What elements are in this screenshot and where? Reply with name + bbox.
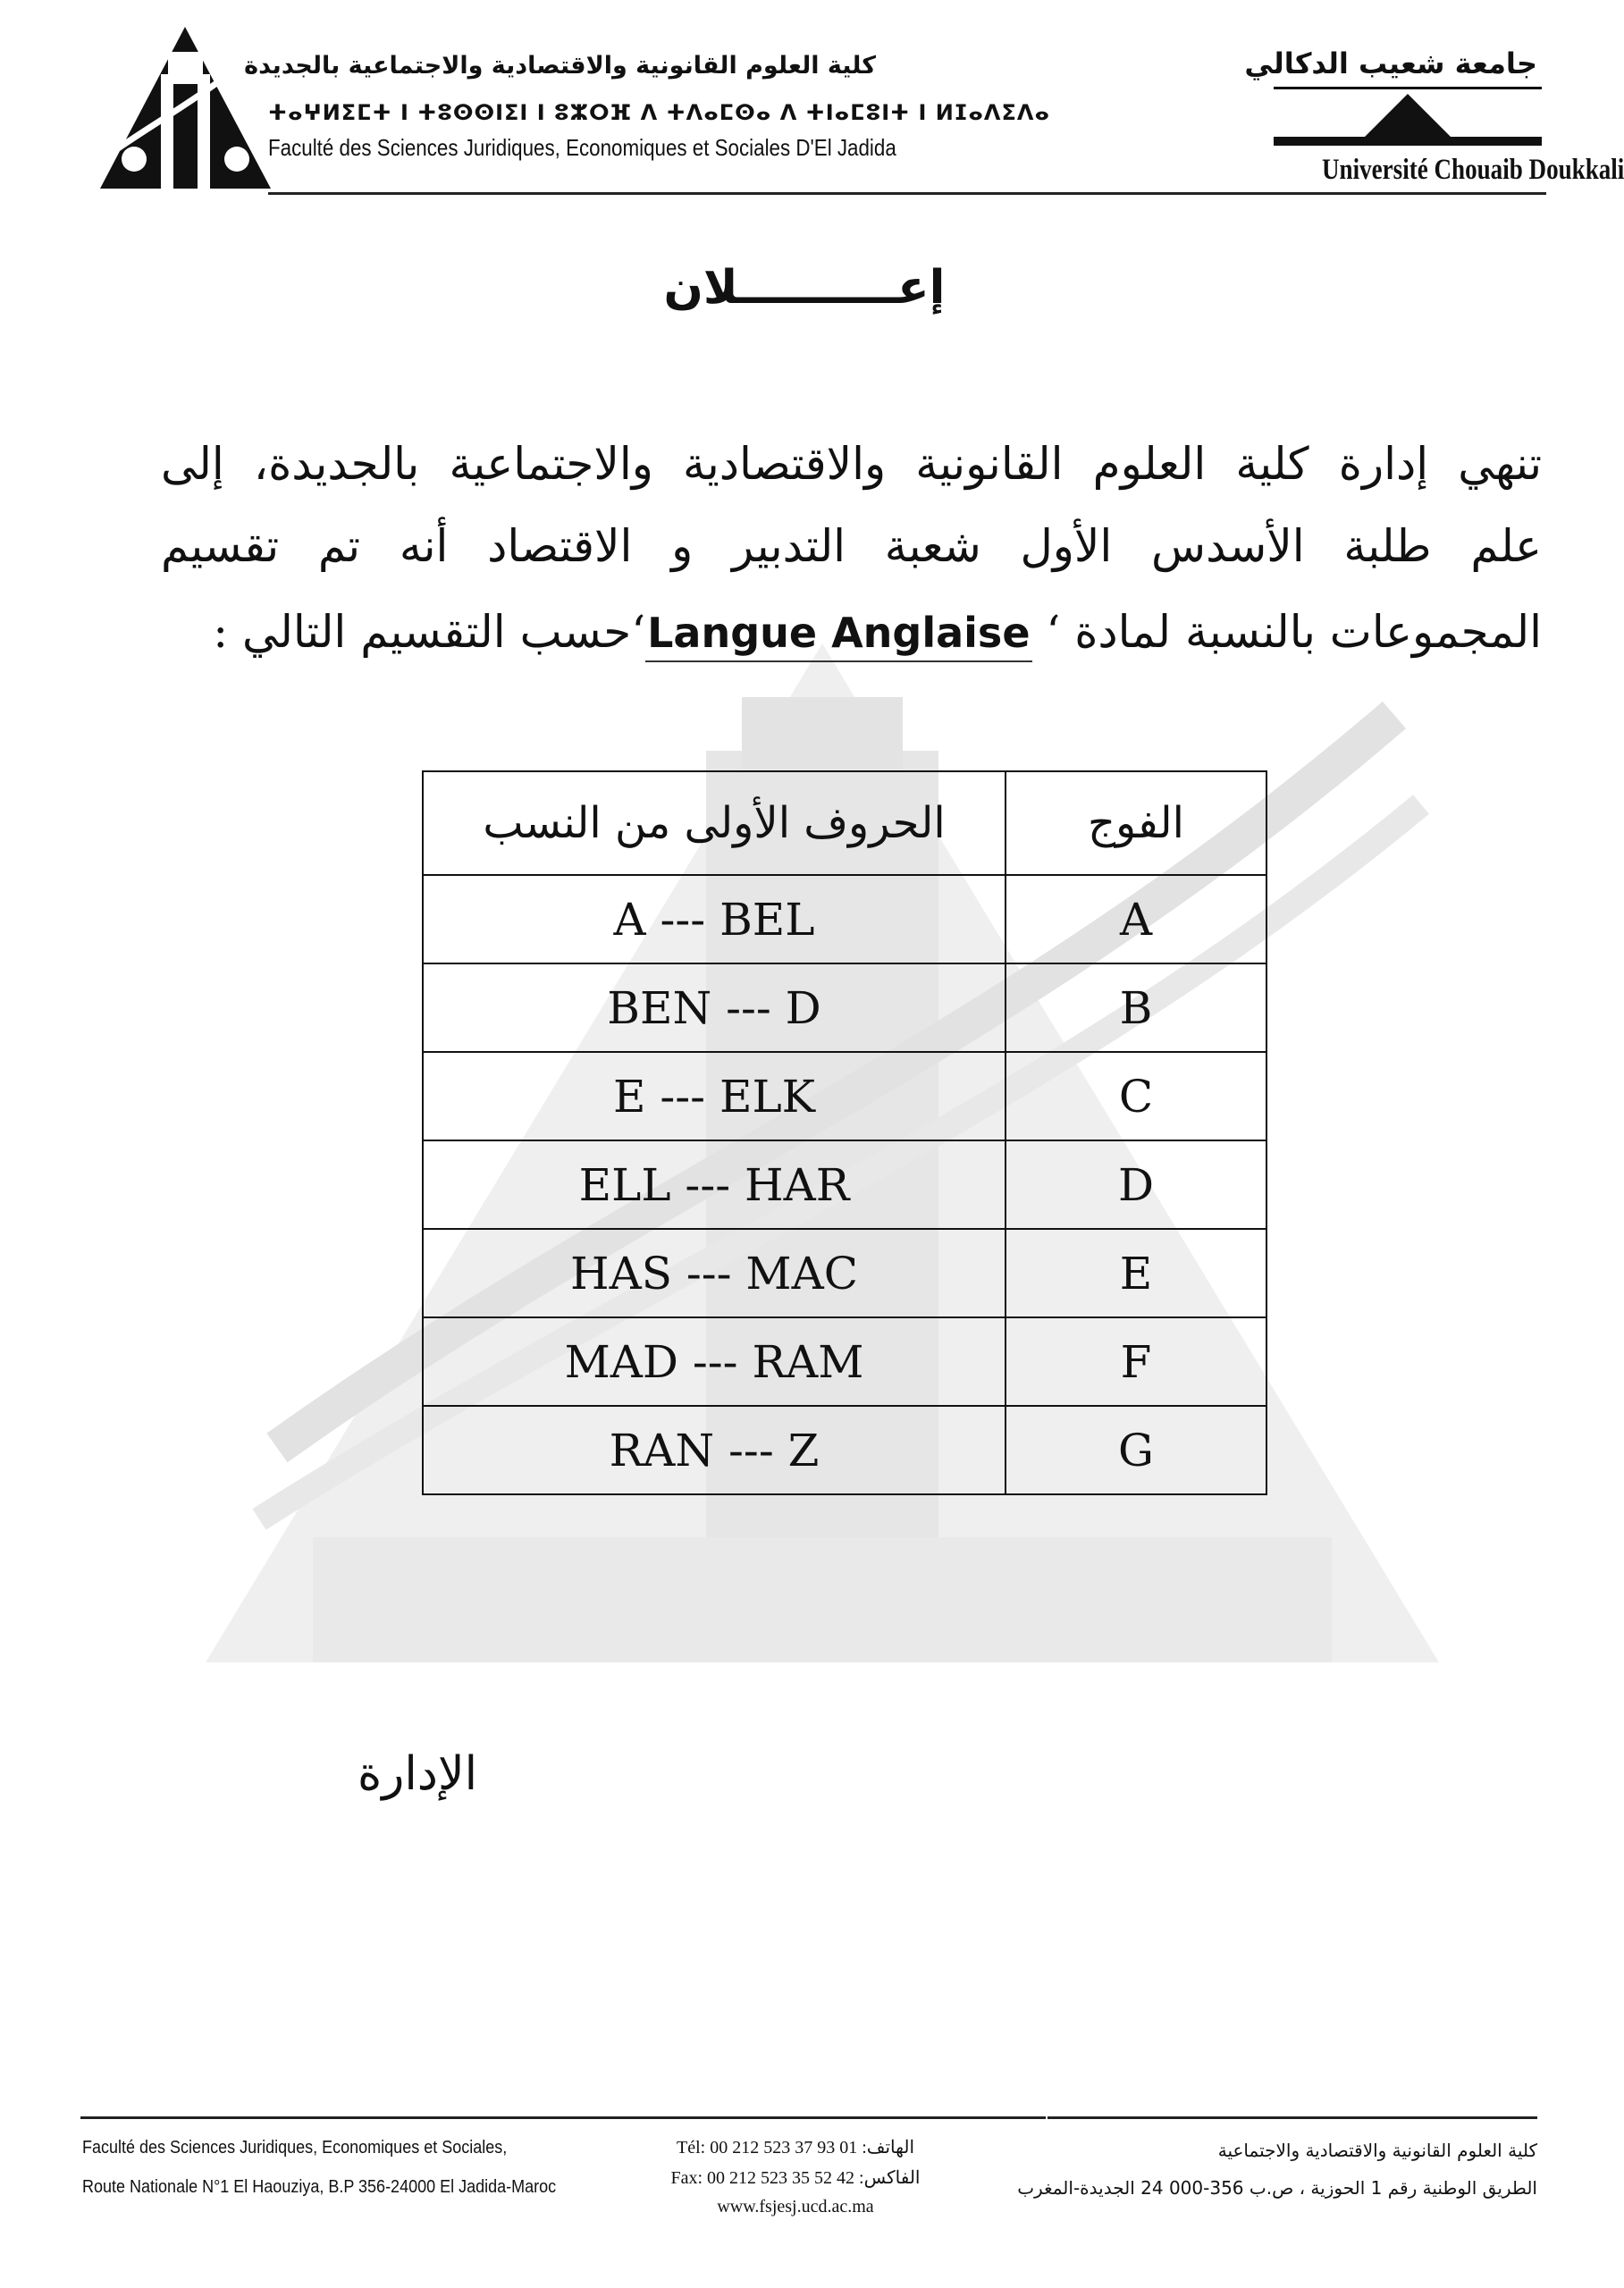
table-row xyxy=(423,1052,1266,1140)
footer-fax: Fax: 00 212 523 35 52 42 :الفاكس xyxy=(670,2168,921,2188)
header-group: الفوج xyxy=(1006,771,1266,875)
footer-address-ar-line1: كلية العلوم القانونية والاقتصادية والاجتماعية xyxy=(1217,2140,1537,2161)
footer-address-ar-line2: الطريق الوطنية رقم 1 الحوزية ، ص.ب 356-000 24 الجديدة-المغرب xyxy=(1017,2177,1537,2199)
subject-name: Langue Anglaise xyxy=(645,609,1031,662)
header-divider xyxy=(268,192,1546,195)
cell-letters: BEN --- D xyxy=(423,963,1006,1052)
table-row xyxy=(423,875,1266,963)
cell-group: B xyxy=(1006,963,1266,1052)
university-name-french: Université Chouaib Doukkali xyxy=(1322,154,1624,186)
body-line-2: علم طلبة الأسدس الأول شعبة التدبير و الاقتصاد أنه تم تقسيم xyxy=(161,520,1542,572)
faculty-logo xyxy=(98,25,273,190)
faculty-name-arabic: كلية العلوم القانونية والاقتصادية والاجتماعية بالجديدة xyxy=(244,52,876,80)
footer-address-fr-line2: Route Nationale N°1 El Haouziya, B.P 356-24000 El Jadida-Maroc xyxy=(82,2177,557,2197)
cell-letters: ELL --- HAR xyxy=(423,1140,1006,1229)
cell-group: G xyxy=(1006,1406,1266,1494)
cell-letters: A --- BEL xyxy=(423,875,1006,963)
faculty-name-french: Faculté des Sciences Juridiques, Economiques et Sociales D'El Jadida xyxy=(268,134,896,161)
groups-table xyxy=(422,770,1267,1495)
cell-group: D xyxy=(1006,1140,1266,1229)
cell-letters: MAD --- RAM xyxy=(423,1317,1006,1406)
university-logo-icon xyxy=(1274,85,1542,147)
table-row xyxy=(423,963,1266,1052)
faculty-name-tifinagh: ⵜⴰⵖⵍⵉⵎⵜ ⵏ ⵜⵓⵙⵙⵏⵉⵏ ⵏ ⵓⵣⵔⴼ ⴷ ⵜⴷⴰⵎⵙⴰ ⴷ ⵜⵏⴰⵎⵓⵏⵜ ⵏ ⵍⵊⴰⴷⵉⴷⴰ xyxy=(268,100,1051,125)
body-line-3-prefix: المجموعات بالنسبة لمادة ‘ xyxy=(1046,606,1542,658)
cell-group: A xyxy=(1006,875,1266,963)
footer-website-link[interactable]: www.fsjesj.ucd.ac.ma xyxy=(717,2197,874,2216)
table-row xyxy=(423,1406,1266,1494)
body-line-3 xyxy=(213,606,1542,658)
body-line-3-suffix: ‘حسب التقسيم التالي : xyxy=(213,606,646,658)
cell-letters: RAN --- Z xyxy=(423,1406,1006,1494)
footer-address-fr-line1: Faculté des Sciences Juridiques, Economiques et Sociales, xyxy=(82,2138,508,2158)
cell-group: F xyxy=(1006,1317,1266,1406)
footer-divider-left xyxy=(80,2116,1046,2119)
table-header-row xyxy=(423,771,1266,875)
table-row xyxy=(423,1140,1266,1229)
header-letters: الحروف الأولى من النسب xyxy=(423,771,1006,875)
cell-letters: HAS --- MAC xyxy=(423,1229,1006,1317)
announcement-title: إعــــــــــلان xyxy=(663,261,946,315)
table-row xyxy=(423,1317,1266,1406)
body-line-1: تنهي إدارة كلية العلوم القانونية والاقتصادية والاجتماعية بالجديدة، إلى xyxy=(161,438,1542,490)
cell-letters: E --- ELK xyxy=(423,1052,1006,1140)
cell-group: C xyxy=(1006,1052,1266,1140)
university-name-arabic: جامعة شعيب الدكالي xyxy=(1244,46,1537,80)
footer-phone: Tél: 00 212 523 37 93 01 :الهاتف xyxy=(677,2138,914,2158)
signature-administration: الإدارة xyxy=(358,1747,478,1801)
cell-group: E xyxy=(1006,1229,1266,1317)
table-row xyxy=(423,1229,1266,1317)
footer-divider-right xyxy=(1048,2116,1537,2119)
